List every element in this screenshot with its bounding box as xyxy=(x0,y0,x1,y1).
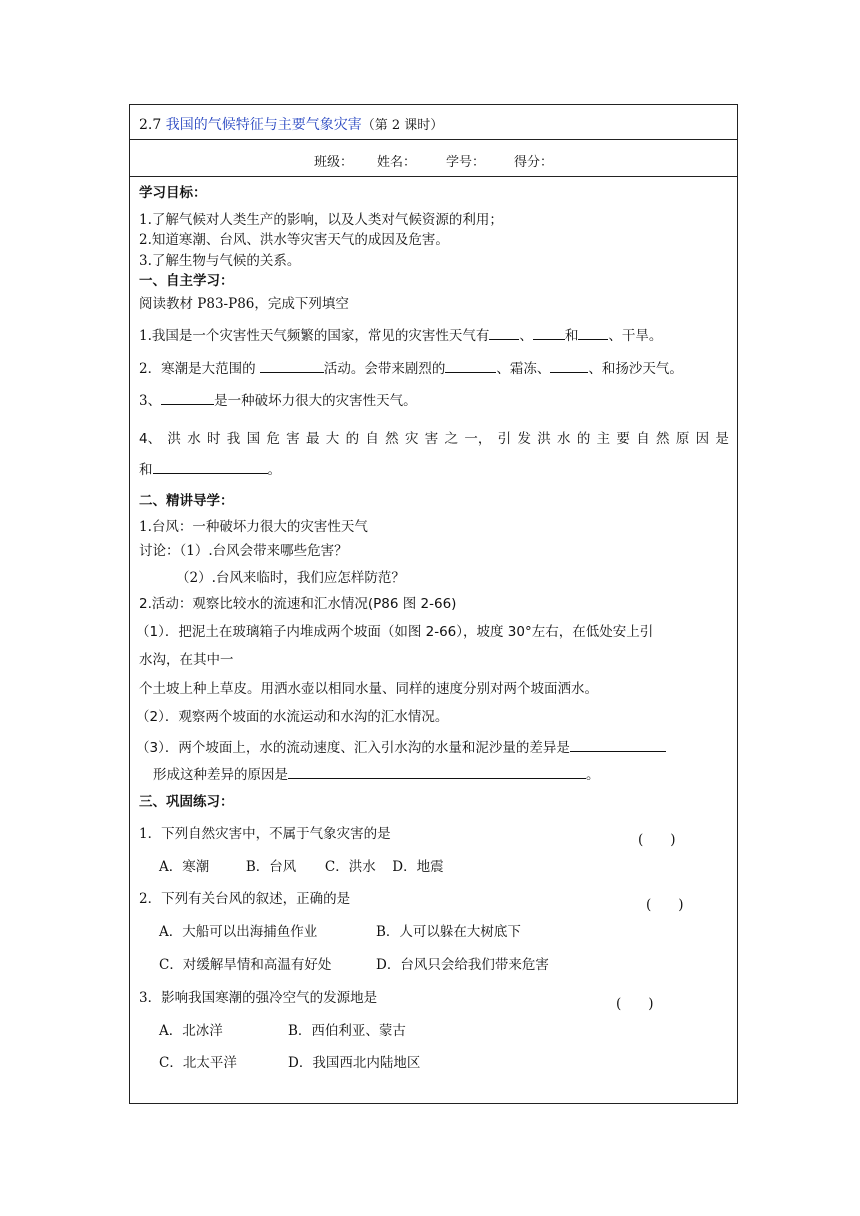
student-info-row xyxy=(130,140,737,177)
options-row xyxy=(159,861,444,875)
practice-question-3: 3．影响我国寒潮的强冷空气的发源地是 xyxy=(139,990,378,1006)
activity-step-1: （1）．把泥土在玻璃箱子内堆成两个坡面（如图 2-66），坡度 30°左右，在低处安上引 xyxy=(136,624,654,640)
answer-parentheses[interactable]: ( ) xyxy=(616,996,654,1012)
option-a[interactable]: A．北冰洋 xyxy=(159,1023,223,1039)
typhoon-topic: 1.台风：一种破坏力很大的灾害性天气 xyxy=(139,519,368,535)
discussion-question: （2）.台风来临时，我们应怎样防范？ xyxy=(176,570,405,586)
score-label: 得分： xyxy=(514,155,554,170)
discussion-question: 讨论：（1）.台风会带来哪些危害？ xyxy=(139,543,348,559)
option-a[interactable]: A．大船可以出海捕鱼作业 xyxy=(159,924,318,940)
option-c[interactable]: C．北太平洋 xyxy=(159,1055,237,1071)
answer-blank[interactable] xyxy=(445,360,496,373)
fill-question-4-line1: 4、 洪 水 时 我 国 危 害 最 大 的 自 然 灾 害 之 一， 引 发 洪 水 的 主 要 自 然 原 因 是 xyxy=(139,431,729,447)
fill-question-2: 2．寒潮是大范围的 活动。会带来剧烈的 、霜冻、 、和扬沙天气。 xyxy=(139,361,683,377)
answer-parentheses[interactable]: ( ) xyxy=(646,897,684,913)
practice-heading: 三、巩固练习： xyxy=(139,794,234,810)
answer-blank[interactable] xyxy=(489,327,519,340)
objective-item: 2.知道寒潮、台风、洪水等灾害天气的成因及危害。 xyxy=(139,232,449,248)
option-d[interactable]: D．我国西北内陆地区 xyxy=(288,1055,421,1071)
answer-blank[interactable] xyxy=(161,392,214,405)
self-study-heading: 一、自主学习： xyxy=(139,273,234,289)
activity-step-2: （2）．观察两个坡面的水流运动和水沟的汇水情况。 xyxy=(136,709,449,725)
activity-title: 2.活动：观察比较水的流速和汇水情况(P86 图 2-66) xyxy=(139,596,457,612)
option-c[interactable]: C．对缓解旱情和高温有好处 xyxy=(159,957,332,973)
option-b[interactable]: B．人可以躲在大树底下 xyxy=(376,924,521,940)
worksheet-table xyxy=(129,104,738,1104)
fill-question-4-line2: 和 。 xyxy=(139,462,281,478)
objective-item: 1.了解气候对人类生产的影响，以及人类对气候资源的利用； xyxy=(139,212,503,228)
answer-blank[interactable] xyxy=(550,360,588,373)
title-row xyxy=(130,105,737,140)
option-d[interactable]: D．地震 xyxy=(392,859,444,875)
option-d[interactable]: D．台风只会给我们带来危害 xyxy=(376,957,549,973)
answer-blank[interactable] xyxy=(153,461,268,474)
self-study-intro: 阅读教材 P83-P86，完成下列填空 xyxy=(139,296,349,312)
lesson-period: （第 2 课时） xyxy=(361,118,444,133)
fill-question-1: 1.我国是一个灾害性天气频繁的国家，常见的灾害性天气有 、 和 、干旱。 xyxy=(139,328,663,344)
answer-blank[interactable] xyxy=(533,327,565,340)
name-label: 姓名： xyxy=(377,155,417,170)
option-c[interactable]: C．洪水 xyxy=(324,859,376,875)
practice-question-1: 1．下列自然灾害中，不属于气象灾害的是 xyxy=(139,826,391,842)
activity-step-1-cont: 水沟，在其中一 xyxy=(139,652,234,668)
answer-blank[interactable] xyxy=(288,766,586,779)
lesson-number: 2.7 xyxy=(139,117,166,133)
student-id-label: 学号： xyxy=(446,155,486,170)
objective-item: 3.了解生物与气候的关系。 xyxy=(139,253,301,269)
class-label: 班级： xyxy=(314,155,354,170)
answer-blank[interactable] xyxy=(578,327,608,340)
lesson-title: 我国的气候特征与主要气象灾害 xyxy=(165,117,362,133)
answer-blank[interactable] xyxy=(570,739,666,752)
option-b[interactable]: B．西伯利亚、蒙古 xyxy=(288,1023,406,1039)
practice-question-2: 2．下列有关台风的叙述，正确的是 xyxy=(139,891,351,907)
option-a[interactable]: A．寒潮 xyxy=(159,859,210,875)
answer-parentheses[interactable]: ( ) xyxy=(638,832,676,848)
activity-step-1-cont: 个土坡上种上草皮。用洒水壶以相同水量、同样的速度分别对两个坡面洒水。 xyxy=(139,681,598,697)
option-b[interactable]: B．台风 xyxy=(245,859,297,875)
guided-heading: 二、精讲导学： xyxy=(139,493,234,509)
activity-step-3-reason: 形成这种差异的原因是 。 xyxy=(153,767,600,783)
fill-question-3: 3、 是一种破坏力很大的灾害性天气。 xyxy=(139,393,417,409)
activity-step-3: （3）．两个坡面上，水的流动速度、汇入引水沟的水量和泥沙量的差异是 xyxy=(136,739,666,756)
objectives-heading: 学习目标： xyxy=(139,185,207,201)
answer-blank[interactable] xyxy=(260,360,324,373)
